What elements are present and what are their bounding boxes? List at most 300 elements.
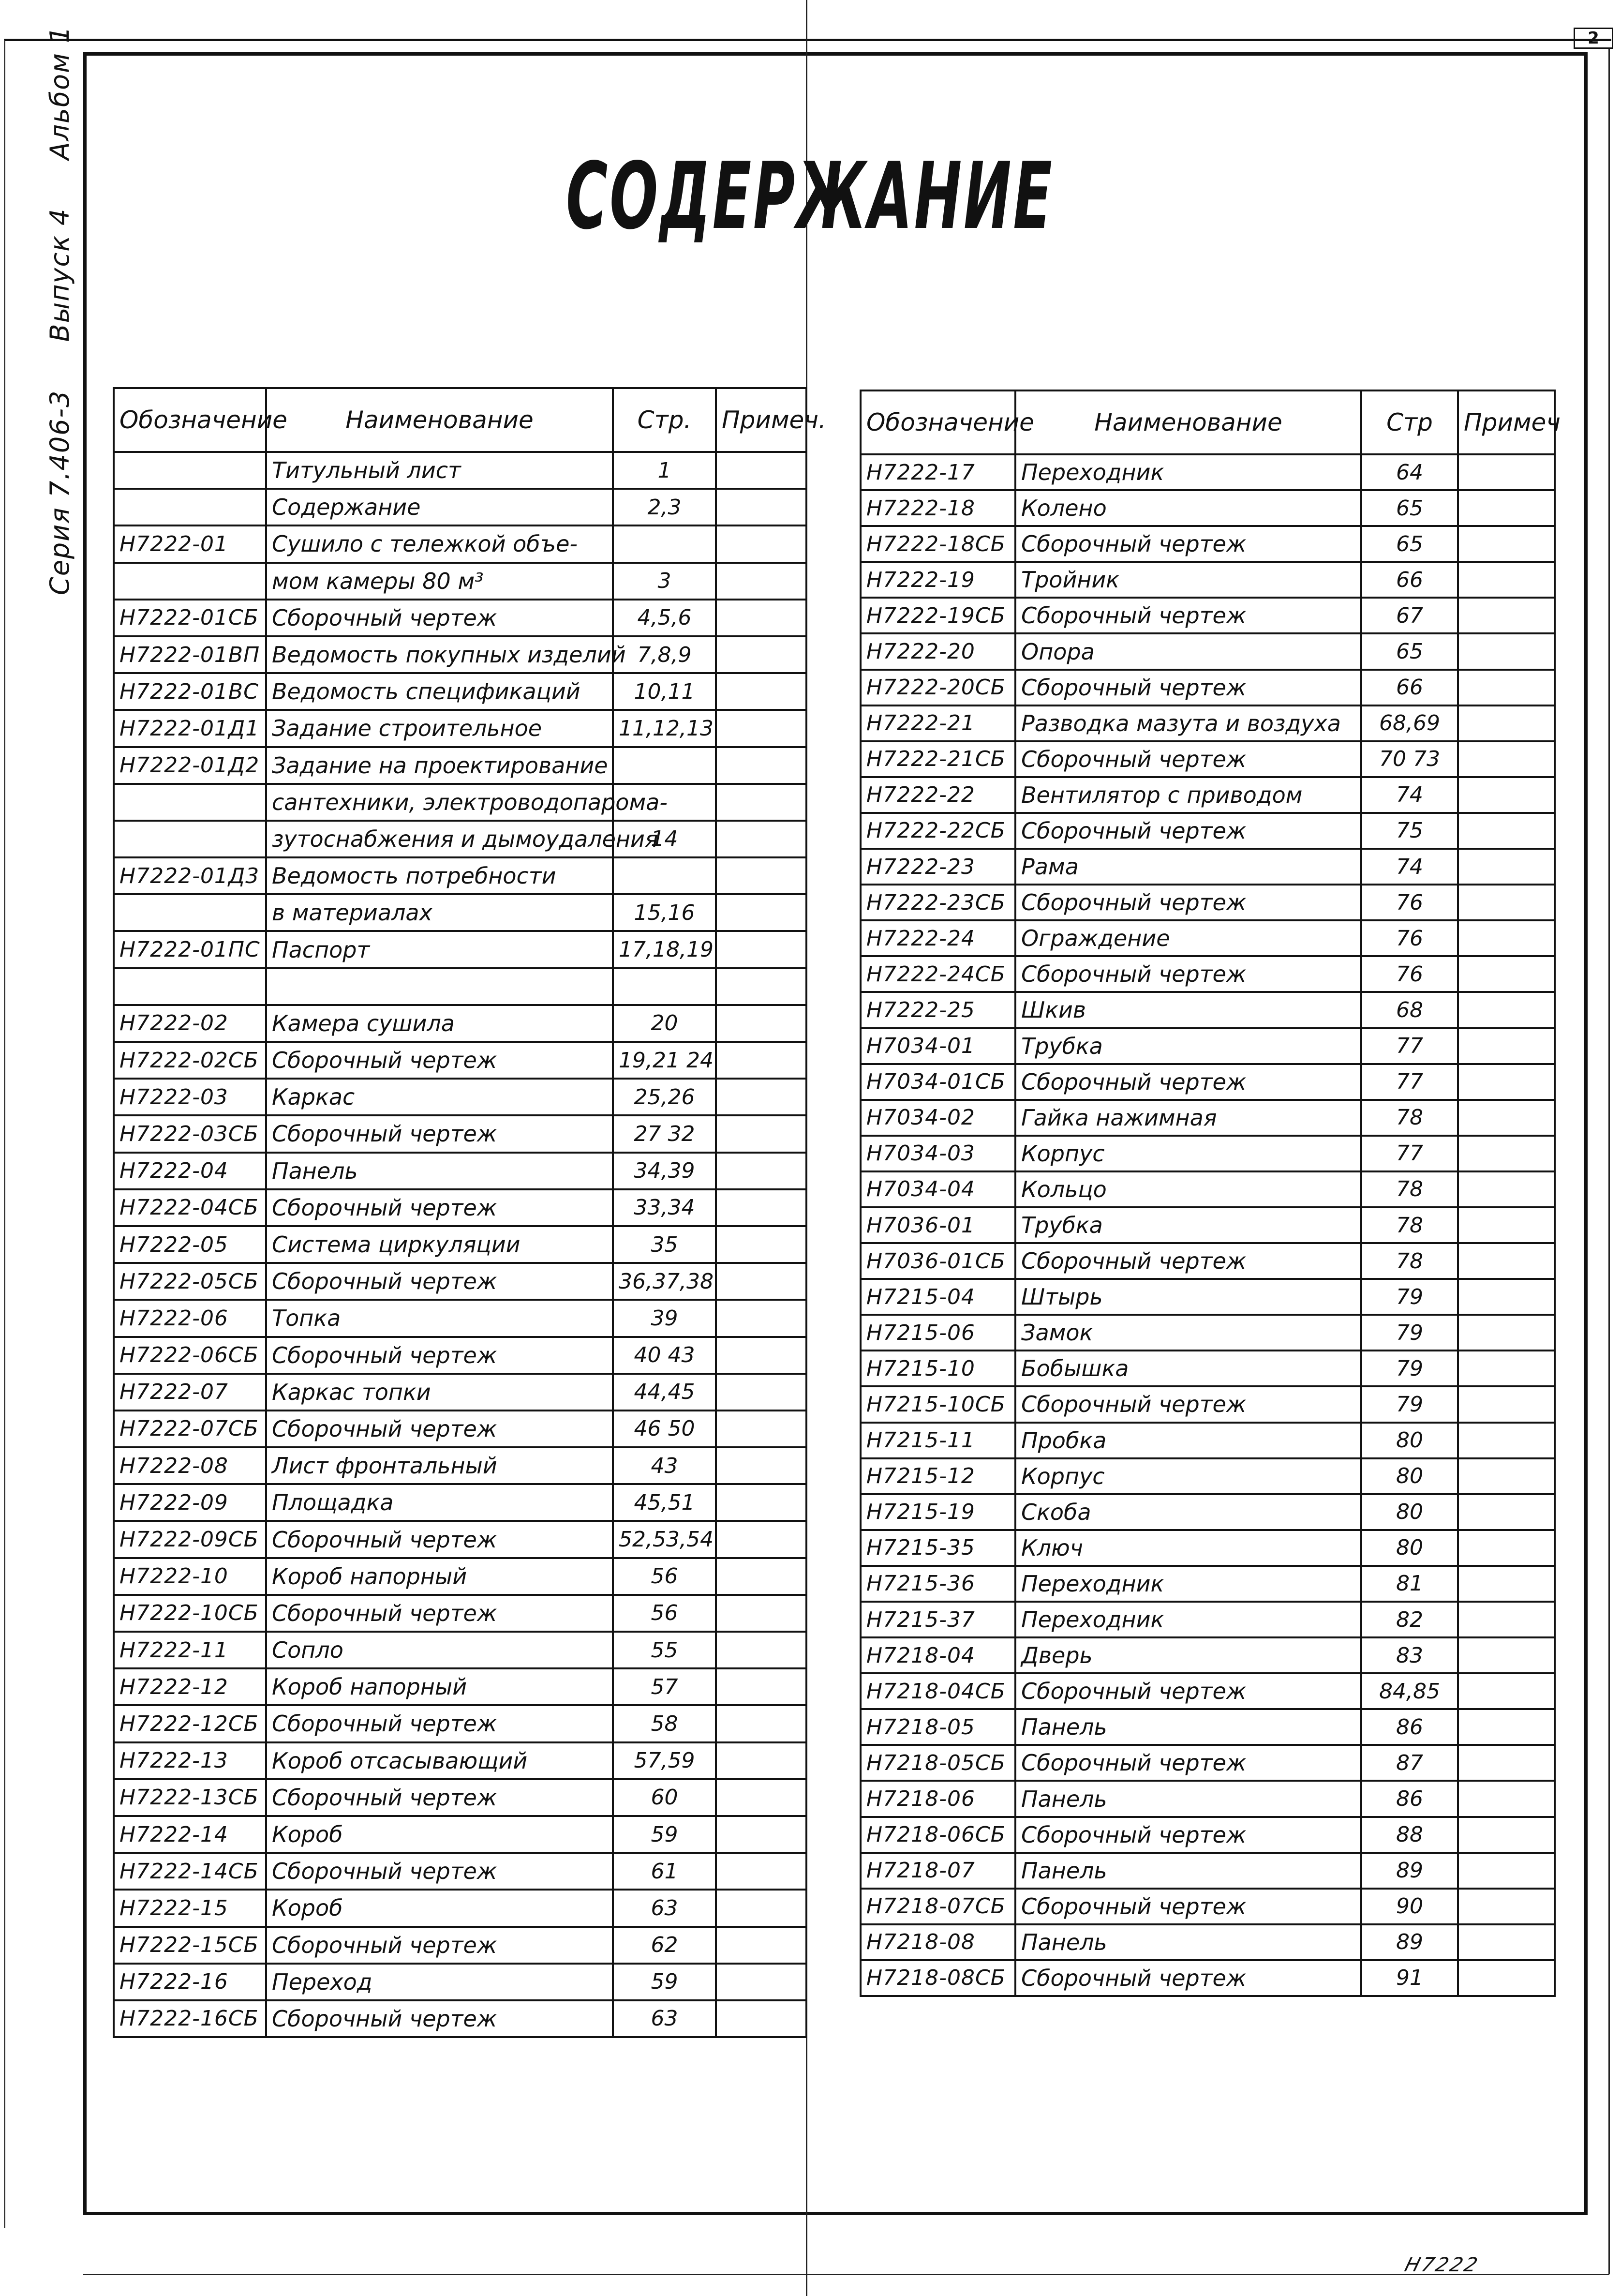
note-cell	[716, 1042, 806, 1079]
note-cell	[716, 1337, 806, 1374]
table-body	[114, 452, 806, 2037]
note-cell	[1458, 1889, 1555, 1924]
page-cell: 90	[1361, 1889, 1458, 1924]
page-cell: 56	[613, 1558, 716, 1595]
name-cell: Содержание	[266, 489, 613, 525]
designation-cell: Н7218-04	[861, 1637, 1015, 1673]
contents-table-right	[860, 390, 1561, 1997]
designation-cell: Н7222-21СБ	[861, 741, 1015, 777]
page-cell: 36,37,38	[613, 1263, 716, 1300]
note-cell	[1458, 670, 1555, 705]
name-cell: Короб	[266, 1890, 613, 1926]
designation-cell: Н7222-01Д1	[114, 710, 266, 747]
designation-cell	[114, 489, 266, 525]
series-label: Серия 7.406-3	[45, 390, 75, 595]
name-cell: Ведомость спецификаций	[266, 673, 613, 710]
name-cell: Сборочный чертеж	[1015, 1243, 1361, 1279]
page-cell: 57,59	[613, 1742, 716, 1779]
name-cell: Кольцо	[1015, 1171, 1361, 1207]
name-cell: Переходник	[1015, 454, 1361, 490]
side-label	[45, 0, 75, 595]
name-cell: Ведомость потребности	[266, 857, 613, 894]
designation-cell: Н7222-12	[114, 1668, 266, 1705]
name-cell: Колено	[1015, 490, 1361, 526]
table-row	[114, 1521, 806, 1558]
name-cell: Сборочный чертеж	[1015, 956, 1361, 992]
name-cell: Сборочный чертеж	[266, 1337, 613, 1374]
designation-cell: Н7222-14	[114, 1816, 266, 1853]
page-cell: 80	[1361, 1494, 1458, 1530]
note-cell	[1458, 956, 1555, 992]
designation-cell	[114, 452, 266, 489]
page-cell: 88	[1361, 1817, 1458, 1853]
header-designation: Обозначение	[114, 388, 266, 452]
name-cell: Ограждение	[1015, 920, 1361, 956]
name-cell: Сборочный чертеж	[266, 1263, 613, 1300]
note-cell	[1458, 1530, 1555, 1566]
name-cell: Трубка	[1015, 1028, 1361, 1064]
name-cell: Титульный лист	[266, 452, 613, 489]
designation-cell: Н7222-01Д2	[114, 747, 266, 784]
page-cell: 82	[1361, 1602, 1458, 1637]
name-cell: Панель	[1015, 1709, 1361, 1745]
page-cell: 66	[1361, 562, 1458, 598]
table-row	[114, 1964, 806, 2000]
name-cell: Сборочный чертеж	[266, 1779, 613, 1816]
designation-cell: Н7222-01Д3	[114, 857, 266, 894]
table-row	[861, 1279, 1555, 1315]
header-page: Стр.	[613, 388, 716, 452]
note-cell	[716, 968, 806, 1005]
header-name: Наименование	[266, 388, 613, 452]
table-row	[861, 454, 1555, 490]
table-row	[114, 489, 806, 525]
header-note: Примеч.	[716, 388, 806, 452]
designation-cell: Н7222-01ПС	[114, 931, 266, 968]
page-cell: 65	[1361, 490, 1458, 526]
designation-cell: Н7218-08СБ	[861, 1960, 1015, 1996]
designation-cell: Н7222-24СБ	[861, 956, 1015, 992]
designation-cell: Н7222-22	[861, 777, 1015, 813]
designation-cell: Н7222-07СБ	[114, 1411, 266, 1447]
table-row	[861, 1315, 1555, 1351]
page-cell: 46 50	[613, 1411, 716, 1447]
designation-cell: Н7222-15СБ	[114, 1927, 266, 1964]
name-cell: Сборочный чертеж	[1015, 526, 1361, 562]
note-cell	[1458, 598, 1555, 633]
page-cell: 20	[613, 1005, 716, 1042]
note-cell	[716, 1005, 806, 1042]
name-cell: Сборочный чертеж	[266, 1189, 613, 1226]
name-cell: Сборочный чертеж	[1015, 670, 1361, 705]
name-cell: Сборочный чертеж	[266, 1705, 613, 1742]
table-row	[861, 705, 1555, 741]
page-cell: 78	[1361, 1171, 1458, 1207]
name-cell: Сборочный чертеж	[1015, 1960, 1361, 1996]
table-row	[114, 821, 806, 857]
name-cell: Короб напорный	[266, 1668, 613, 1705]
note-cell	[716, 563, 806, 600]
contents-table-left	[113, 387, 826, 2038]
designation-cell: Н7215-04	[861, 1279, 1015, 1315]
designation-cell: Н7036-01	[861, 1207, 1015, 1243]
designation-cell: Н7222-06	[114, 1300, 266, 1336]
designation-cell: Н7215-35	[861, 1530, 1015, 1566]
designation-cell: Н7222-16СБ	[114, 2000, 266, 2037]
table-row	[861, 1709, 1555, 1745]
page-cell	[613, 968, 716, 1005]
note-cell	[1458, 849, 1555, 885]
designation-cell: Н7222-14СБ	[114, 1853, 266, 1890]
page-cell: 43	[613, 1447, 716, 1484]
table-row	[114, 1005, 806, 1042]
designation-cell: Н7218-07СБ	[861, 1889, 1015, 1924]
designation-cell: Н7218-04СБ	[861, 1673, 1015, 1709]
page-cell: 52,53,54	[613, 1521, 716, 1558]
note-cell	[716, 1079, 806, 1115]
table-row	[861, 1530, 1555, 1566]
note-cell	[1458, 633, 1555, 669]
note-cell	[1458, 1100, 1555, 1136]
name-cell: Короб отсасывающий	[266, 1742, 613, 1779]
designation-cell: Н7222-02СБ	[114, 1042, 266, 1079]
page-cell	[613, 747, 716, 784]
table-row	[861, 1817, 1555, 1853]
table-row	[114, 1226, 806, 1263]
note-cell	[1458, 1136, 1555, 1171]
table-row	[114, 1632, 806, 1668]
page-cell: 27 32	[613, 1115, 716, 1152]
designation-cell: Н7218-07	[861, 1853, 1015, 1889]
name-cell: Ключ	[1015, 1530, 1361, 1566]
note-cell	[1458, 813, 1555, 849]
name-cell: Топка	[266, 1300, 613, 1336]
note-cell	[716, 857, 806, 894]
designation-cell	[114, 968, 266, 1005]
page-cell: 68,69	[1361, 705, 1458, 741]
name-cell: Сборочный чертеж	[266, 600, 613, 636]
designation-cell: Н7222-10СБ	[114, 1595, 266, 1632]
note-cell	[716, 1411, 806, 1447]
page-cell: 79	[1361, 1386, 1458, 1422]
note-cell	[1458, 1243, 1555, 1279]
name-cell: Сборочный чертеж	[266, 1853, 613, 1890]
note-cell	[716, 1153, 806, 1189]
table-row	[114, 1411, 806, 1447]
note-cell	[1458, 705, 1555, 741]
name-cell: Сборочный чертеж	[266, 1927, 613, 1964]
name-cell: Переход	[266, 1964, 613, 2000]
designation-cell: Н7222-03СБ	[114, 1115, 266, 1152]
name-cell: Сушило с тележкой объе-	[266, 525, 613, 562]
designation-cell: Н7222-13СБ	[114, 1779, 266, 1816]
designation-cell: Н7222-11	[114, 1632, 266, 1668]
name-cell: Шкив	[1015, 992, 1361, 1028]
handwritten-stamp: Н7222	[1402, 2254, 1482, 2276]
note-cell	[1458, 885, 1555, 920]
table-row	[861, 813, 1555, 849]
table-row	[861, 1781, 1555, 1816]
name-cell: Сборочный чертеж	[1015, 1889, 1361, 1924]
table-row	[114, 1042, 806, 1079]
page-cell: 55	[613, 1632, 716, 1668]
table-row	[861, 1889, 1555, 1924]
name-cell: Задание строительное	[266, 710, 613, 747]
designation-cell: Н7222-09	[114, 1484, 266, 1521]
table-row	[861, 1673, 1555, 1709]
table-row	[861, 490, 1555, 526]
sheet-number: 2	[1574, 28, 1613, 49]
table-row	[861, 1494, 1555, 1530]
designation-cell: Н7222-20	[861, 633, 1015, 669]
table-row	[114, 857, 806, 894]
note-cell	[716, 1558, 806, 1595]
name-cell: Лист фронтальный	[266, 1447, 613, 1484]
note-cell	[716, 1668, 806, 1705]
designation-cell: Н7034-02	[861, 1100, 1015, 1136]
table-row	[861, 1602, 1555, 1637]
name-cell: Замок	[1015, 1315, 1361, 1351]
name-cell: Сборочный чертеж	[1015, 1386, 1361, 1422]
designation-cell: Н7218-08	[861, 1924, 1015, 1960]
table-row	[861, 1924, 1555, 1960]
table-row	[114, 563, 806, 600]
note-cell	[716, 1189, 806, 1226]
name-cell: Корпус	[1015, 1458, 1361, 1494]
page-cell: 77	[1361, 1064, 1458, 1100]
page-cell: 44,45	[613, 1374, 716, 1411]
designation-cell: Н7215-10	[861, 1351, 1015, 1386]
note-cell	[716, 1742, 806, 1779]
designation-cell: Н7222-16	[114, 1964, 266, 2000]
page-cell: 7,8,9	[613, 636, 716, 673]
note-cell	[1458, 777, 1555, 813]
note-cell	[716, 2000, 806, 2037]
table-row	[861, 562, 1555, 598]
page-cell: 59	[613, 1816, 716, 1853]
table-row	[861, 1745, 1555, 1781]
note-cell	[716, 1890, 806, 1926]
note-cell	[1458, 1064, 1555, 1100]
name-cell: Панель	[1015, 1781, 1361, 1816]
table-row	[114, 1668, 806, 1705]
page-cell	[613, 857, 716, 894]
table-row	[114, 1779, 806, 1816]
table-row	[114, 525, 806, 562]
page-cell: 61	[613, 1853, 716, 1890]
designation-cell: Н7222-18	[861, 490, 1015, 526]
header-designation: Обозначение	[861, 390, 1015, 454]
table-row	[114, 931, 806, 968]
designation-cell	[114, 821, 266, 857]
table-row	[114, 784, 806, 821]
note-cell	[716, 1964, 806, 2000]
table-row	[114, 600, 806, 636]
page-cell: 77	[1361, 1136, 1458, 1171]
note-cell	[1458, 1566, 1555, 1602]
page-cell: 62	[613, 1927, 716, 1964]
page-cell: 76	[1361, 885, 1458, 920]
page-cell: 76	[1361, 920, 1458, 956]
table-row	[114, 1853, 806, 1890]
page-cell	[613, 525, 716, 562]
name-cell: Сборочный чертеж	[1015, 741, 1361, 777]
note-cell	[716, 525, 806, 562]
table-row	[114, 1079, 806, 1115]
note-cell	[1458, 992, 1555, 1028]
note-cell	[1458, 1423, 1555, 1458]
page-cell: 63	[613, 1890, 716, 1926]
page-cell: 84,85	[1361, 1673, 1458, 1709]
designation-cell: Н7222-08	[114, 1447, 266, 1484]
page-cell: 35	[613, 1226, 716, 1263]
designation-cell: Н7034-01	[861, 1028, 1015, 1064]
name-cell: Корпус	[1015, 1136, 1361, 1171]
note-cell	[716, 1374, 806, 1411]
note-cell	[1458, 1637, 1555, 1673]
page-cell: 15,16	[613, 894, 716, 931]
table-row	[114, 1189, 806, 1226]
designation-cell: Н7222-01ВП	[114, 636, 266, 673]
page-cell: 79	[1361, 1279, 1458, 1315]
table-row	[114, 1595, 806, 1632]
table-row	[861, 1637, 1555, 1673]
page-cell: 25,26	[613, 1079, 716, 1115]
name-cell: Трубка	[1015, 1207, 1361, 1243]
note-cell	[716, 710, 806, 747]
table-row	[114, 1484, 806, 1521]
note-cell	[1458, 1279, 1555, 1315]
note-cell	[1458, 1781, 1555, 1816]
note-cell	[1458, 1853, 1555, 1889]
table-row	[114, 636, 806, 673]
page-cell: 39	[613, 1300, 716, 1336]
page-cell: 64	[1361, 454, 1458, 490]
page-cell: 3	[613, 563, 716, 600]
note-cell	[1458, 1315, 1555, 1351]
designation-cell: Н7222-22СБ	[861, 813, 1015, 849]
note-cell	[1458, 1817, 1555, 1853]
name-cell: Сборочный чертеж	[266, 1115, 613, 1152]
name-cell: Сборочный чертеж	[1015, 1745, 1361, 1781]
designation-cell: Н7215-12	[861, 1458, 1015, 1494]
page-cell: 68	[1361, 992, 1458, 1028]
table-row	[114, 1927, 806, 1964]
name-cell: Каркас топки	[266, 1374, 613, 1411]
designation-cell: Н7215-10СБ	[861, 1386, 1015, 1422]
designation-cell: Н7222-01ВС	[114, 673, 266, 710]
name-cell: Сопло	[266, 1632, 613, 1668]
page-cell: 14	[613, 821, 716, 857]
page-cell: 45,51	[613, 1484, 716, 1521]
note-cell	[716, 1595, 806, 1632]
note-cell	[1458, 920, 1555, 956]
note-cell	[1458, 1960, 1555, 1996]
page-cell: 87	[1361, 1745, 1458, 1781]
page-cell: 78	[1361, 1100, 1458, 1136]
note-cell	[716, 931, 806, 968]
name-cell: Тройник	[1015, 562, 1361, 598]
table-row	[861, 885, 1555, 920]
table-row	[861, 1423, 1555, 1458]
note-cell	[716, 821, 806, 857]
table-row	[861, 1853, 1555, 1889]
issue-label: Выпуск 4	[45, 208, 75, 342]
table-row	[861, 633, 1555, 669]
page-cell: 19,21 24	[613, 1042, 716, 1079]
designation-cell: Н7215-11	[861, 1423, 1015, 1458]
table-row	[114, 1705, 806, 1742]
note-cell	[716, 894, 806, 931]
note-cell	[1458, 1028, 1555, 1064]
name-cell: Короб напорный	[266, 1558, 613, 1595]
page-cell: 79	[1361, 1315, 1458, 1351]
name-cell: Сборочный чертеж	[266, 1411, 613, 1447]
table-row	[861, 598, 1555, 633]
name-cell: Сборочный чертеж	[1015, 813, 1361, 849]
note-cell	[716, 1632, 806, 1668]
note-cell	[716, 1484, 806, 1521]
page-cell: 33,34	[613, 1189, 716, 1226]
designation-cell: Н7222-20СБ	[861, 670, 1015, 705]
designation-cell: Н7222-01СБ	[114, 600, 266, 636]
table-row	[861, 1100, 1555, 1136]
note-cell	[716, 1927, 806, 1964]
designation-cell: Н7222-13	[114, 1742, 266, 1779]
page-cell: 59	[613, 1964, 716, 2000]
table-row	[861, 1566, 1555, 1602]
table-body	[861, 454, 1555, 1996]
table-row	[861, 1207, 1555, 1243]
table-row	[114, 1300, 806, 1336]
designation-cell: Н7222-06СБ	[114, 1337, 266, 1374]
page-cell: 2,3	[613, 489, 716, 525]
page-cell: 40 43	[613, 1337, 716, 1374]
page-cell: 65	[1361, 526, 1458, 562]
name-cell: Гайка нажимная	[1015, 1100, 1361, 1136]
name-cell: Панель	[1015, 1853, 1361, 1889]
name-cell: зутоснабжения и дымоудаления	[266, 821, 613, 857]
page-cell: 17,18,19	[613, 931, 716, 968]
designation-cell: Н7222-09СБ	[114, 1521, 266, 1558]
table-row	[861, 849, 1555, 885]
table-row	[861, 1028, 1555, 1064]
name-cell: Сборочный чертеж	[266, 2000, 613, 2037]
note-cell	[1458, 741, 1555, 777]
table-row	[861, 956, 1555, 992]
page-cell: 60	[613, 1779, 716, 1816]
name-cell	[266, 968, 613, 1005]
note-cell	[1458, 1924, 1555, 1960]
note-cell	[1458, 526, 1555, 562]
name-cell: Ведомость покупных изделий	[266, 636, 613, 673]
table-row	[114, 1374, 806, 1411]
note-cell	[716, 784, 806, 821]
page-cell: 10,11	[613, 673, 716, 710]
note-cell	[716, 1705, 806, 1742]
note-cell	[716, 1521, 806, 1558]
designation-cell: Н7222-18СБ	[861, 526, 1015, 562]
table-row	[861, 1171, 1555, 1207]
name-cell: Система циркуляции	[266, 1226, 613, 1263]
note-cell	[1458, 490, 1555, 526]
designation-cell: Н7222-15	[114, 1890, 266, 1926]
table-row	[861, 992, 1555, 1028]
table-row	[861, 741, 1555, 777]
table-row	[861, 1136, 1555, 1171]
designation-cell: Н7034-01СБ	[861, 1064, 1015, 1100]
page-cell: 91	[1361, 1960, 1458, 1996]
